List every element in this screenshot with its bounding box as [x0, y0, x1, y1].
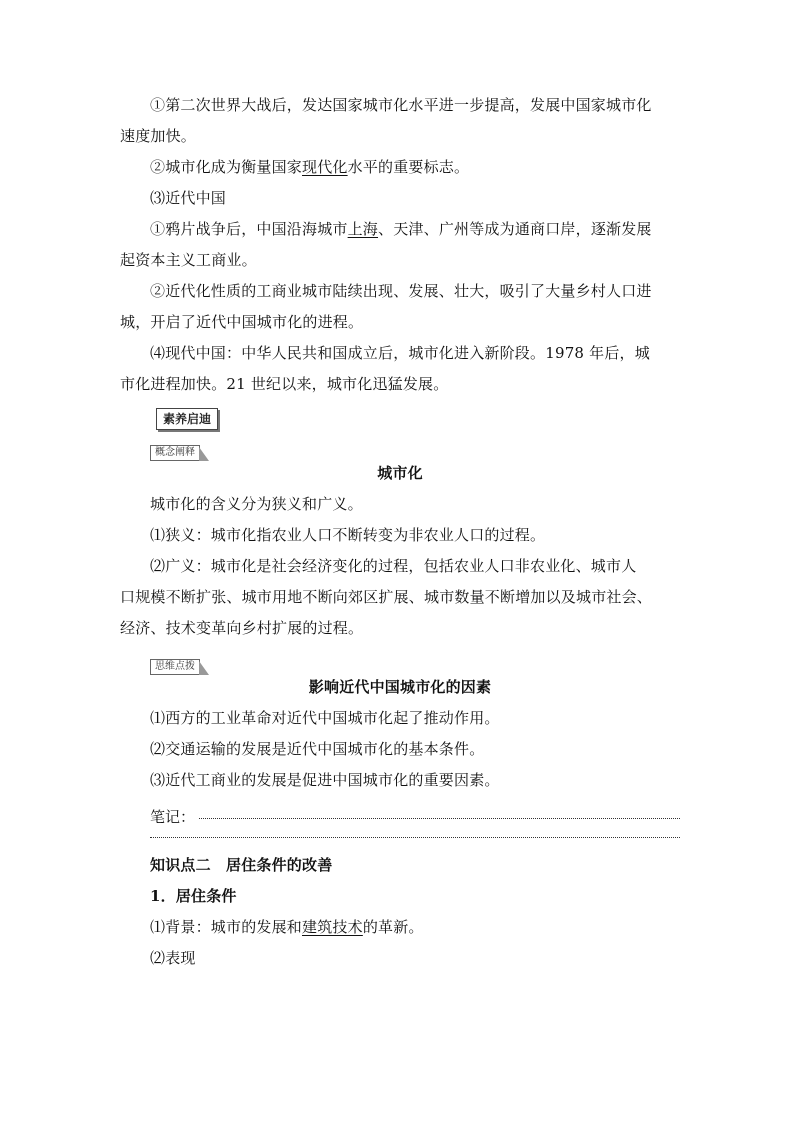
factors-title: 影响近代中国城市化的因素: [308, 678, 492, 696]
notes-line: [150, 796, 680, 827]
underlined-term: 建筑技术: [302, 918, 363, 936]
paragraph-contemporary-line1: ⑷现代中国：中华人民共和国成立后，城市化进入新阶段。1978 年后，城: [150, 344, 650, 362]
paragraph-industrial-cities-line2: 城，开启了近代中国城市化的进程。: [120, 313, 364, 331]
concept-title: 城市化: [377, 464, 423, 482]
section2-performance: ⑵表现: [150, 949, 196, 967]
concept-narrow: ⑴狭义：城市化指农业人口不断转变为非农业人口的过程。: [150, 526, 546, 544]
section-divider: [150, 837, 680, 838]
paragraph-postwar-line2: 速度加快。: [120, 127, 197, 145]
heading-modern-china: ⑶近代中国: [150, 189, 227, 207]
concept-broad-line1: ⑵广义：城市化是社会经济变化的过程，包括农业人口非农业化、城市人: [150, 557, 637, 575]
paragraph-opium-war-line2: 起资本主义工商业。: [120, 251, 257, 269]
factor-item: ⑵交通运输的发展是近代中国城市化的基本条件。: [150, 740, 485, 758]
underlined-term: 上海: [347, 220, 379, 238]
section2-heading: 知识点二 居住条件的改善: [150, 856, 333, 874]
document-page: [120, 90, 680, 974]
paragraph-postwar-line1: ①第二次世界大战后，发达国家城市化水平进一步提高，发展中国家城市化: [150, 96, 652, 114]
section2-subheading: 1．居住条件: [150, 887, 237, 905]
section2-background: ⑴背景：城市的发展和建筑技术的革新。: [150, 918, 424, 936]
suyang-badge-row: [120, 400, 680, 430]
concept-tag: 概念阐释: [150, 445, 200, 461]
factor-item: ⑴西方的工业革命对近代中国城市化起了推动作用。: [150, 709, 500, 727]
paragraph-modernization: ②城市化成为衡量国家现代化水平的重要标志。: [150, 158, 470, 176]
concept-broad-line3: 经济、技术变革向乡村扩展的过程。: [120, 619, 364, 637]
tag-tail-icon: [199, 447, 209, 461]
thinking-tag: 思维点拨: [150, 659, 200, 675]
underlined-term: 现代化: [302, 158, 348, 176]
factor-item: ⑶近代工商业的发展是促进中国城市化的重要因素。: [150, 771, 500, 789]
thinking-tag-row: [150, 654, 680, 672]
notes-dotted-line[interactable]: [199, 818, 680, 819]
concept-tag-row: [150, 440, 680, 458]
concept-broad-line2: 口规模不断扩张、城市用地不断向郊区扩展、城市数量不断增加以及城市社会、: [120, 588, 653, 606]
concept-intro: 城市化的含义分为狭义和广义。: [150, 495, 363, 513]
paragraph-industrial-cities-line1: ②近代化性质的工商业城市陆续出现、发展、壮大，吸引了大量乡村人口进: [150, 282, 652, 300]
suyang-badge: 素养启迪: [156, 408, 218, 430]
notes-label: 笔记：: [150, 808, 196, 826]
paragraph-opium-war-line1: ①鸦片战争后，中国沿海城市上海、天津、广州等成为通商口岸，逐渐发展: [150, 220, 652, 238]
paragraph-contemporary-line2: 市化进程加快。21 世纪以来，城市化迅猛发展。: [120, 375, 449, 393]
tag-tail-icon: [199, 661, 209, 675]
